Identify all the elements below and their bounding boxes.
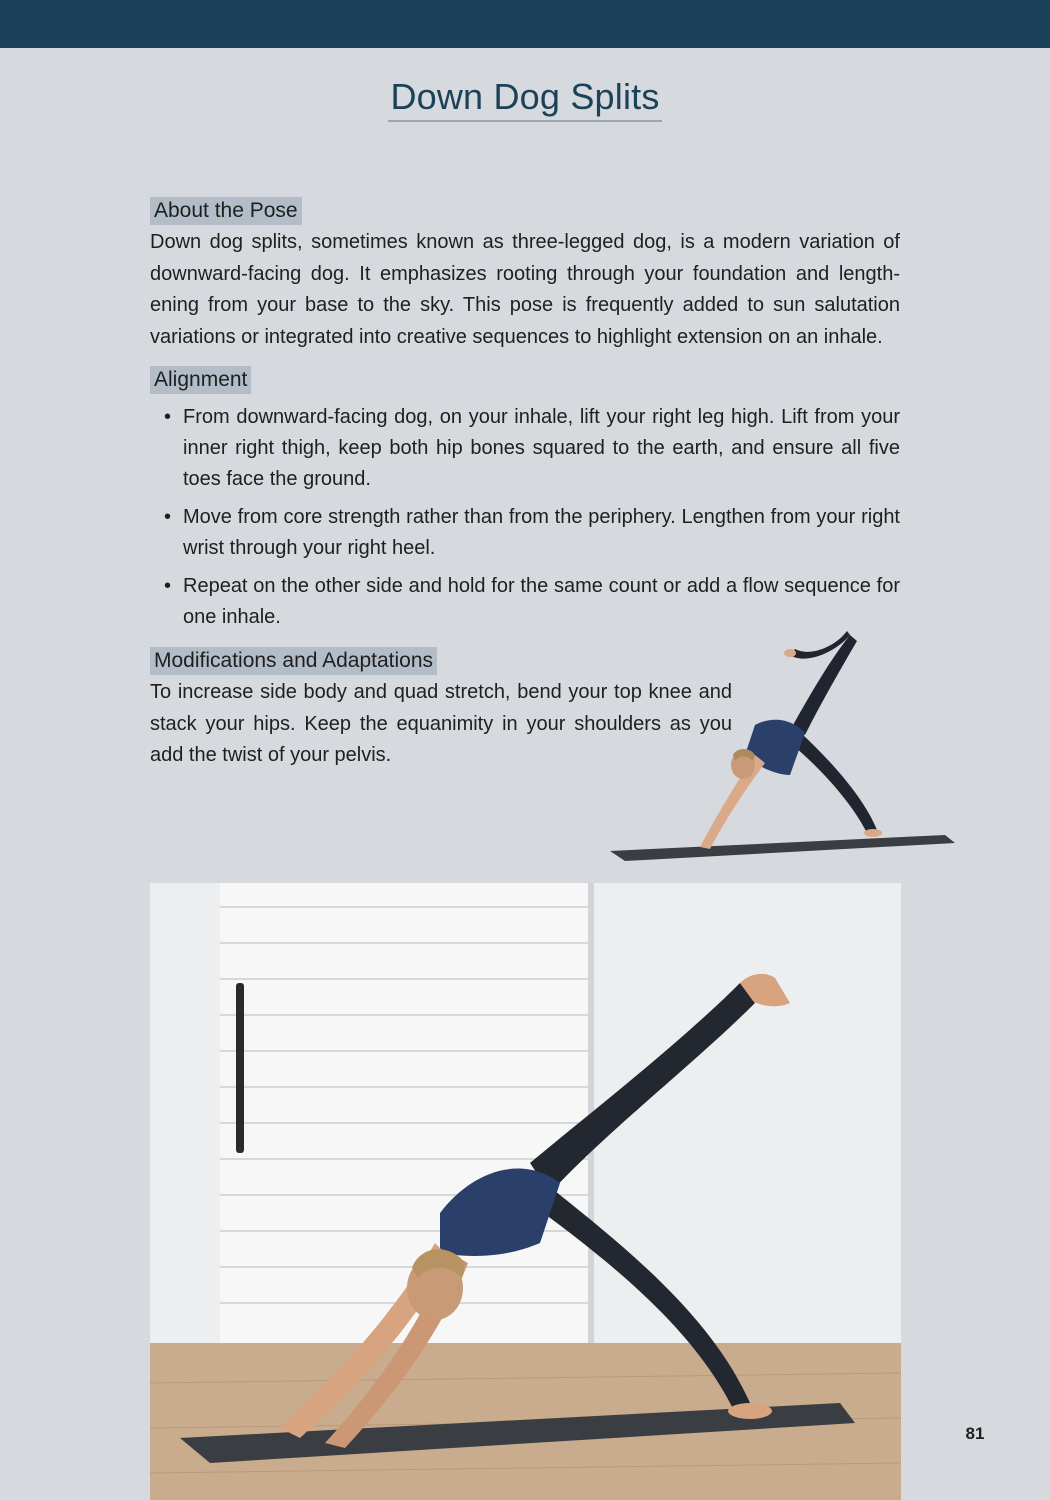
page-number: 81 <box>965 1424 985 1443</box>
door-handle <box>236 983 244 1153</box>
alignment-item-text: Repeat on the other side and hold for the same count or add a flow sequence for one inhale. <box>183 575 900 628</box>
page-title-wrapper <box>0 76 1050 122</box>
header-bar <box>0 0 1050 48</box>
alignment-item <box>150 571 900 633</box>
about-heading: About the Pose <box>150 197 302 225</box>
bullet-icon: • <box>164 506 172 528</box>
bullet-icon: • <box>164 575 172 597</box>
alignment-item-text: From downward-facing dog, on your inhale, lift your right leg high. Lift from your inner right thigh, keep both hip bones squared to the earth, and ensure all five toes face the ground. <box>183 406 900 490</box>
standing-leg <box>795 735 877 833</box>
modifications-heading: Modifications and Adaptations <box>150 647 437 675</box>
alignment-item <box>150 502 900 564</box>
bullet-icon: • <box>164 406 172 428</box>
alignment-item-text: Move from core strength rather than from the periphery. Lengthen from your right wrist through your right heel. <box>183 506 900 559</box>
alignment-item <box>150 402 900 495</box>
modifications-text: To increase side body and quad stretch, bend your top knee and stack your hips. Keep the equanimity in your shoulders as you add the twist of your pelvis. <box>150 681 732 766</box>
page-title: Down Dog Splits <box>388 76 661 122</box>
yoga-mat <box>610 835 955 861</box>
pose-variation-photo <box>605 625 960 865</box>
alignment-heading: Alignment <box>150 366 251 394</box>
alignment-list <box>150 402 900 640</box>
barn-door <box>220 883 590 1343</box>
about-text: Down dog splits, sometimes known as three-legged dog, is a modern variation of downward-facing dog. It emphasizes rooting through your foundation and lengthening from your base to the sky. This pose is frequently added to sun salutation variations or integrated into creative sequences to highlight extension on an inhale. <box>150 231 900 348</box>
main-pose-photo <box>150 883 901 1500</box>
